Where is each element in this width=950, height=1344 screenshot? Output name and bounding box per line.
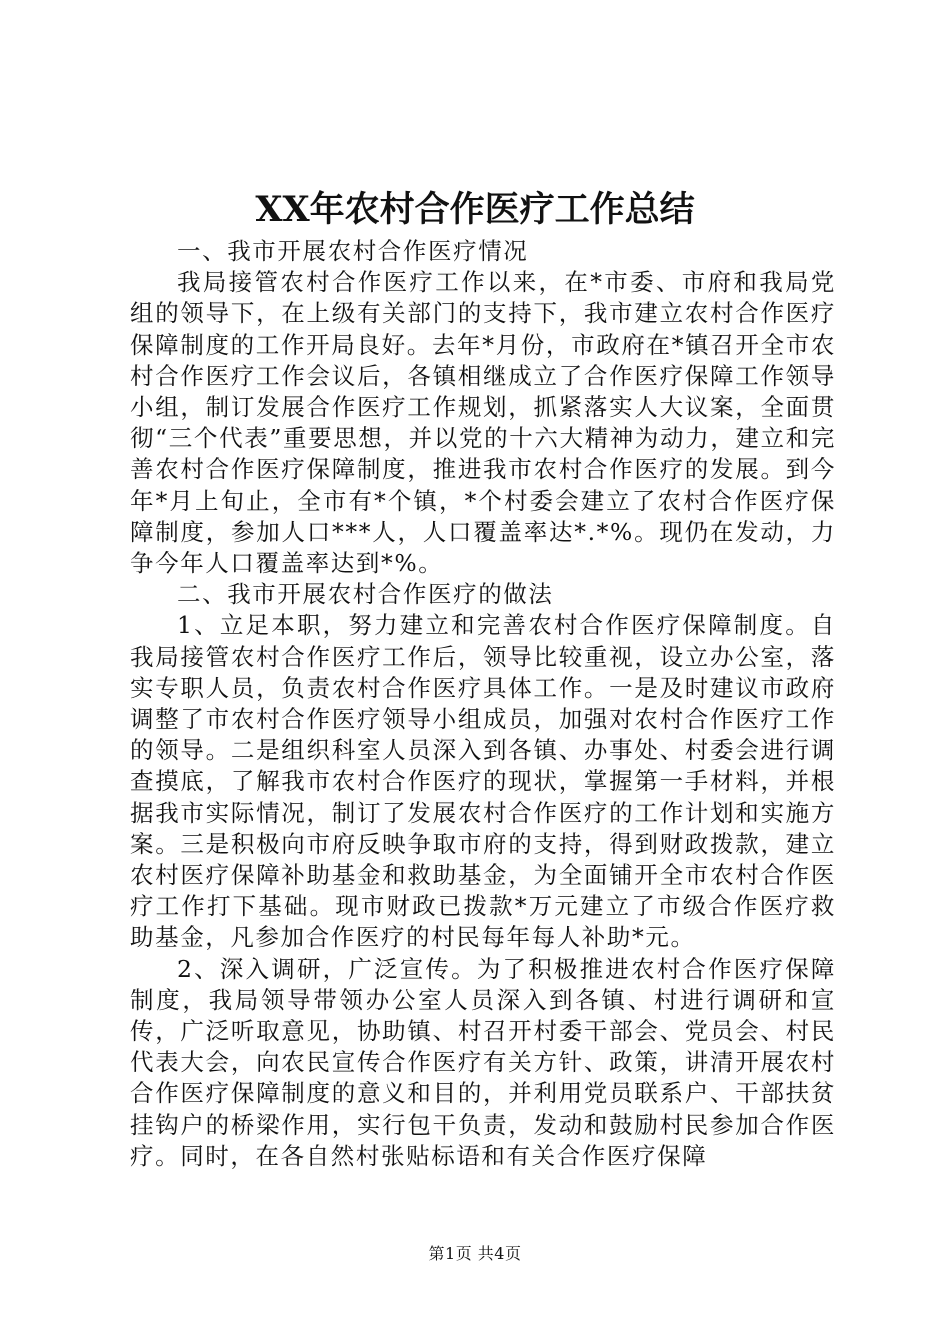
page-footer: 第1页 共4页 bbox=[428, 1244, 522, 1263]
section-heading-2: 二、我市开展农村合作医疗的做法 bbox=[177, 580, 554, 609]
paragraph-2: 1、立足本职，努力建立和完善农村合作医疗保障制度。自我局接管农村合作医疗工作后，领导比较重视，设立办公室，落实专职人员，负责农村合作医疗具体工作。一是及时建议市政府调整了市农村合作医疗领导小组成员，加强对农村合作医疗工作的领导。二是组织科室人员深入到各镇、办事处、村委会进行调查摸底，了解我市农村合作医疗的现状，掌握第一手材料，并根据我市实际情况，制订了发展农村合作医疗的工作计划和实施方案。三是积极向市府反映争取市府的支持，得到财政拨款，建立农村医疗保障补助基金和救助基金，为全面铺开全市农村合作医疗工作打下基础。现市财政已拨款*万元建立了市级合作医疗救助基金，凡参加合作医疗的村民每年每人补助*元。 bbox=[130, 611, 836, 952]
paragraph-3: 2、深入调研，广泛宣传。为了积极推进农村合作医疗保障制度，我局领导带领办公室人员深入到各镇、村进行调研和宣传，广泛听取意见，协助镇、村召开村委干部会、党员会、村民代表大会，向农民宣传合作医疗有关方针、政策，讲清开展农村合作医疗保障制度的意义和目的，并利用党员联系户、干部扶贫挂钩户的桥梁作用，实行包干负责，发动和鼓励村民参加合作医疗。同时，在各自然村张贴标语和有关合作医疗保障 bbox=[130, 954, 836, 1170]
section-heading-1: 一、我市开展农村合作医疗情况 bbox=[177, 237, 529, 265]
document-body bbox=[130, 236, 836, 1172]
paragraph-1: 我局接管农村合作医疗工作以来，在*市委、市府和我局党组的领导下，在上级有关部门的支持下，我市建立农村合作医疗保障制度的工作开局良好。去年*月份，市政府在*镇召开全市农村合作医疗工作会议后，各镇相继成立了合作医疗保障工作领导小组，制订发展合作医疗工作规划，抓紧落实人大议案，全面贯彻“三个代表”重要思想，并以党的十六大精神为动力，建立和完善农村合作医疗保障制度，推进我市农村合作医疗的发展。到今年*月上旬止，全市有*个镇，*个村委会建立了农村合作医疗保障制度，参加人口***人，人口覆盖率达*.*%。现仍在发动，力争今年人口覆盖率达到*%。 bbox=[130, 268, 836, 578]
document-title: XX年农村合作医疗工作总结 bbox=[255, 189, 695, 230]
